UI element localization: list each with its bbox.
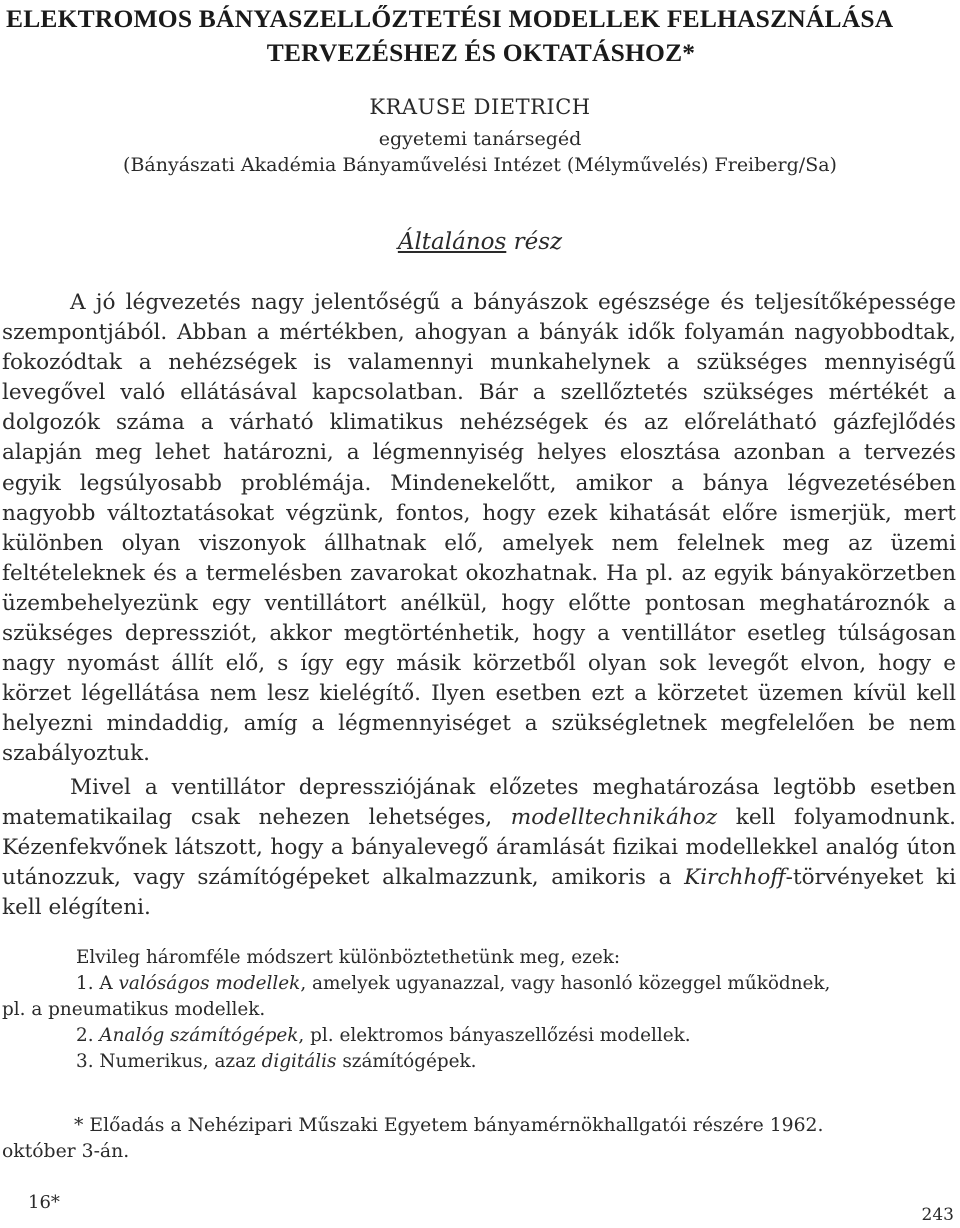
page-number: 243	[921, 1205, 954, 1225]
signature-mark: 16*	[28, 1192, 60, 1213]
list-item-rest: számítógépek.	[336, 1051, 477, 1072]
section-heading	[0, 229, 960, 255]
paragraph-2-italic-term: modelltechnikához	[510, 805, 718, 831]
paragraph-2	[2, 773, 956, 923]
methods-list-intro: Elvileg háromféle módszert különböztethetünk meg, ezek:	[76, 947, 621, 968]
paragraph-2-before: Mivel a ventillátor depressziójának előzetes meghatározása legtöbb esetben matematikailag csak nehezen lehetséges,	[2, 775, 956, 831]
paragraph-2-middle: kell folyamodnunk. Kézenfekvőnek látszott, hogy a bányalevegő áramlását fizikai modellekkel analóg úton utánozzuk, vagy számítógépeket alkalmazzunk, amikoris a	[2, 805, 956, 891]
list-item	[2, 971, 956, 997]
footnote-line-2: október 3-án.	[2, 1141, 130, 1162]
author-name: KRAUSE DIETRICH	[369, 95, 591, 119]
author-affiliation: (Bányászati Akadémia Bányaművelési Intézet (Mélyművelés) Freiberg/Sa)	[123, 154, 837, 176]
list-item-rest: , pl. elektromos bányaszellőzési modellek.	[298, 1025, 691, 1046]
list-item-term: Analóg számítógépek	[99, 1025, 299, 1046]
article-title-line-1: ELEKTROMOS BÁNYASZELLŐZTETÉSI MODELLEK FELHASZNÁLÁSA	[6, 4, 894, 33]
methods-list	[2, 945, 956, 1075]
list-item-rest: , amelyek ugyanazzal, vagy hasonló közeggel működnek,	[300, 973, 831, 994]
list-item-num: 3. Numerikus, azaz	[76, 1051, 262, 1072]
paragraph-1: A jó légvezetés nagy jelentőségű a bányászok egészsége és teljesítőképessége szempontjából. Abban a mértékben, ahogyan a bányák idők folyamán nagyobbodtak, fokozódtak a nehézségek is valamennyi munkahelynek a szükséges mennyiségű levegővel való ellátásával kapcsolatban. Bár a szellőztetés szükséges mértékét a dolgozók száma a várható klimatikus nehézségek és az előrelátható gázfejlődés alapján meg lehet határozni, a légmennyiség helyes elosztása azonban a tervezés egyik legsúlyosabb problémája. Mindenekelőtt, amikor a bánya légvezetésében nagyobb változtatásokat végzünk, fontos, hogy ezek kihatását előre ismerjük, mert különben olyan viszonyok állhatnak elő, amelyek nem felelnek meg az üzemi feltételeknek és a termelésben zavarokat okozhatnak. Ha pl. az egyik bányakörzetben üzembehelyezünk egy ventillátort anélkül, hogy előtte pontosan meghatároznók a szükséges depressziót, akkor megtörténhetik, hogy a ventillátor esetleg túlságosan nagy nyomást állít elő, s így egy másik körzetből olyan sok levegőt elvon, hogy e körzet légellátása nem lesz kielégítő. Ilyen esetben ezt a körzetet üzemen kívül kell helyezni mindaddig, amíg a légmennyiséget a szükségletnek megfelelően be nem szabályoztuk.	[2, 290, 956, 767]
list-item-continuation: pl. a pneumatikus modellek.	[2, 999, 266, 1020]
article-title-line-2: TERVEZÉSHEZ ÉS OKTATÁSHOZ*	[266, 38, 696, 67]
list-item-term: digitális	[261, 1051, 337, 1072]
list-item-term: valóságos modellek	[118, 973, 301, 994]
list-item	[2, 1023, 956, 1049]
paragraph-2-after: -törvényeket ki kell elégíteni.	[2, 865, 957, 921]
footnote-line-1: * Előadás a Nehézipari Műszaki Egyetem bányamérnökhallgatói részére 1962.	[74, 1115, 824, 1136]
footnote	[2, 1113, 956, 1165]
list-item	[2, 1049, 956, 1075]
section-heading-rest: rész	[513, 229, 563, 255]
author-role: egyetemi tanársegéd	[378, 128, 582, 150]
paragraph-2-kirchhoff: Kirchhoff	[684, 865, 786, 891]
section-heading-first-word: Általános	[397, 229, 507, 255]
list-item-num: 2.	[76, 1025, 100, 1046]
list-item-num: 1. A	[76, 973, 119, 994]
